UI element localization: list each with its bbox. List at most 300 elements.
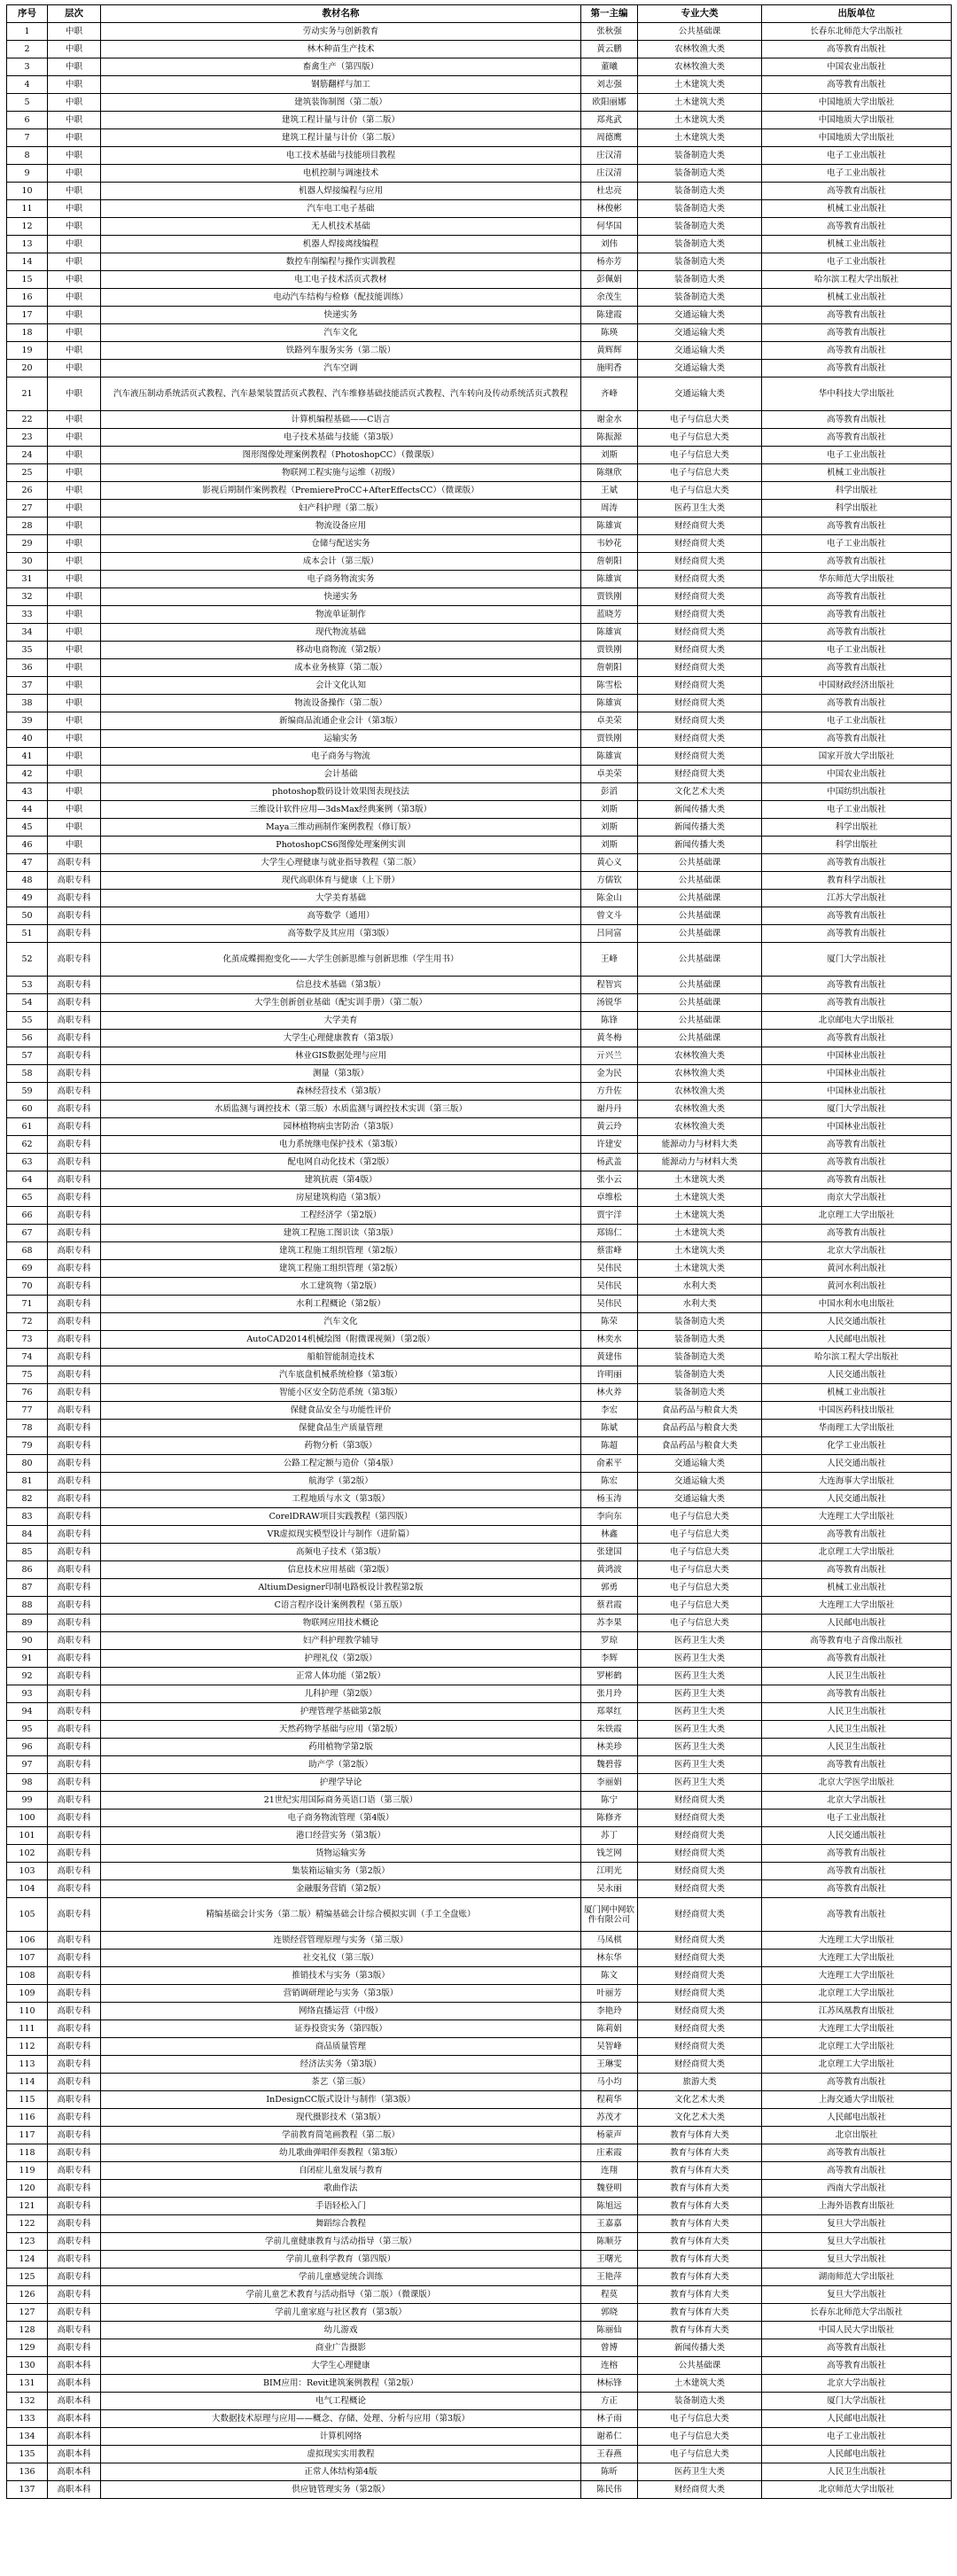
publisher-cell: 中国林业出版社 bbox=[762, 1047, 952, 1065]
publisher-cell: 高等教育出版社 bbox=[762, 1561, 952, 1579]
row-index-cell: 13 bbox=[7, 236, 48, 253]
row-index-cell: 18 bbox=[7, 324, 48, 342]
publisher-cell: 电子工业出版社 bbox=[762, 447, 952, 464]
editor-cell: 马小均 bbox=[581, 2074, 638, 2091]
category-cell: 文化艺术大类 bbox=[638, 2109, 762, 2127]
level-cell: 高职专科 bbox=[48, 1985, 101, 2003]
level-cell: 中职 bbox=[48, 377, 101, 411]
level-cell: 高职专科 bbox=[48, 1950, 101, 1967]
editor-cell: 郭勇 bbox=[581, 1579, 638, 1597]
row-index-cell: 69 bbox=[7, 1260, 48, 1278]
row-index-cell: 47 bbox=[7, 854, 48, 872]
publisher-cell: 大连理工大学出版社 bbox=[762, 1597, 952, 1615]
table-row bbox=[7, 360, 952, 377]
publisher-cell: 北京大学出版社 bbox=[762, 2375, 952, 2393]
category-cell: 公共基础课 bbox=[638, 872, 762, 890]
publisher-cell: 中国人民大学出版社 bbox=[762, 2322, 952, 2339]
title-cell: 正常人体结构第4版 bbox=[101, 2463, 581, 2481]
table-row bbox=[7, 307, 952, 324]
title-cell: 连锁经营管理原理与实务（第三版） bbox=[101, 1932, 581, 1950]
title-cell: 港口经营实务（第3版） bbox=[101, 1827, 581, 1845]
editor-cell: 许明丽 bbox=[581, 1366, 638, 1384]
publisher-cell: 高等教育出版社 bbox=[762, 1863, 952, 1880]
level-cell: 高职专科 bbox=[48, 1349, 101, 1366]
publisher-cell: 高等教育出版社 bbox=[762, 2339, 952, 2357]
title-cell: 现代高职体育与健康（上下册） bbox=[101, 872, 581, 890]
title-cell: photoshop数码设计效果图表现技法 bbox=[101, 783, 581, 801]
table-row bbox=[7, 2375, 952, 2393]
row-index-cell: 92 bbox=[7, 1668, 48, 1685]
title-cell: 智能小区安全防范系统（第3版） bbox=[101, 1384, 581, 1402]
title-cell: 汽车底盘机械系统检修（第3版） bbox=[101, 1366, 581, 1384]
editor-cell: 陈民伟 bbox=[581, 2481, 638, 2499]
row-index-cell: 115 bbox=[7, 2091, 48, 2109]
category-cell: 装备制造大类 bbox=[638, 1313, 762, 1331]
level-cell: 高职专科 bbox=[48, 1473, 101, 1490]
publisher-cell: 大连理工大学出版社 bbox=[762, 1967, 952, 1985]
category-cell: 电子与信息大类 bbox=[638, 1561, 762, 1579]
editor-cell: 李艳玲 bbox=[581, 2003, 638, 2020]
publisher-cell: 北京大学出版社 bbox=[762, 1242, 952, 1260]
title-cell: 劳动实务与创新教育 bbox=[101, 23, 581, 41]
category-cell: 文化艺术大类 bbox=[638, 783, 762, 801]
category-cell: 电子与信息大类 bbox=[638, 2446, 762, 2463]
title-cell: Maya三维动画制作案例教程（修订版） bbox=[101, 819, 581, 837]
table-row bbox=[7, 289, 952, 307]
table-row bbox=[7, 1579, 952, 1597]
editor-cell: 陈雄寅 bbox=[581, 695, 638, 712]
row-index-cell: 17 bbox=[7, 307, 48, 324]
table-row bbox=[7, 2038, 952, 2056]
table-row bbox=[7, 2463, 952, 2481]
category-cell: 土木建筑大类 bbox=[638, 129, 762, 147]
row-index-cell: 25 bbox=[7, 464, 48, 482]
title-cell: 化茧成蝶拥抱变化——大学生创新思维与创新思维（学生用书） bbox=[101, 943, 581, 977]
editor-cell: 林鑫 bbox=[581, 1526, 638, 1544]
table-row bbox=[7, 1544, 952, 1561]
editor-cell: 江明光 bbox=[581, 1863, 638, 1880]
table-row bbox=[7, 2020, 952, 2038]
header-cell-level: 层次 bbox=[48, 5, 101, 23]
level-cell: 中职 bbox=[48, 218, 101, 236]
publisher-cell: 科学出版社 bbox=[762, 837, 952, 854]
title-cell: 幼儿歌曲弹唱伴奏教程（第3版） bbox=[101, 2144, 581, 2162]
table-row bbox=[7, 907, 952, 925]
table-row bbox=[7, 1473, 952, 1490]
row-index-cell: 9 bbox=[7, 165, 48, 183]
row-index-cell: 111 bbox=[7, 2020, 48, 2038]
level-cell: 中职 bbox=[48, 342, 101, 360]
editor-cell: 陈建霞 bbox=[581, 307, 638, 324]
level-cell: 高职专科 bbox=[48, 2109, 101, 2127]
level-cell: 高职专科 bbox=[48, 1331, 101, 1349]
category-cell: 电子与信息大类 bbox=[638, 1615, 762, 1632]
row-index-cell: 89 bbox=[7, 1615, 48, 1632]
row-index-cell: 48 bbox=[7, 872, 48, 890]
editor-cell: 谢金水 bbox=[581, 411, 638, 429]
table-row bbox=[7, 2428, 952, 2446]
table-row bbox=[7, 1985, 952, 2003]
level-cell: 中职 bbox=[48, 165, 101, 183]
title-cell: 物联网应用技术概论 bbox=[101, 1615, 581, 1632]
editor-cell: 程莫 bbox=[581, 2286, 638, 2304]
level-cell: 高职专科 bbox=[48, 2038, 101, 2056]
title-cell: 儿科护理（第2版） bbox=[101, 1685, 581, 1703]
row-index-cell: 106 bbox=[7, 1932, 48, 1950]
row-index-cell: 100 bbox=[7, 1809, 48, 1827]
publisher-cell: 上海外语教育出版社 bbox=[762, 2198, 952, 2215]
level-cell: 中职 bbox=[48, 183, 101, 200]
row-index-cell: 24 bbox=[7, 447, 48, 464]
row-index-cell: 2 bbox=[7, 41, 48, 58]
category-cell: 水利大类 bbox=[638, 1278, 762, 1296]
category-cell: 食品药品与粮食大类 bbox=[638, 1402, 762, 1420]
row-index-cell: 93 bbox=[7, 1685, 48, 1703]
level-cell: 高职专科 bbox=[48, 1792, 101, 1809]
editor-cell: 许建安 bbox=[581, 1136, 638, 1154]
publisher-cell: 哈尔滨工程大学出版社 bbox=[762, 271, 952, 289]
title-cell: 学前教育简笔画教程（第二版） bbox=[101, 2127, 581, 2144]
title-cell: 舞蹈综合教程 bbox=[101, 2215, 581, 2233]
level-cell: 高职专科 bbox=[48, 1756, 101, 1774]
title-cell: 现代摄影技术（第3版） bbox=[101, 2109, 581, 2127]
level-cell: 中职 bbox=[48, 112, 101, 129]
level-cell: 中职 bbox=[48, 518, 101, 535]
title-cell: AutoCAD2014机械绘图（附微课视频）（第2版） bbox=[101, 1331, 581, 1349]
title-cell: 虚拟现实实用教程 bbox=[101, 2446, 581, 2463]
row-index-cell: 56 bbox=[7, 1030, 48, 1047]
level-cell: 高职专科 bbox=[48, 1437, 101, 1455]
table-row bbox=[7, 1490, 952, 1508]
row-index-cell: 62 bbox=[7, 1136, 48, 1154]
publisher-cell: 高等教育出版社 bbox=[762, 730, 952, 748]
level-cell: 中职 bbox=[48, 642, 101, 659]
table-row bbox=[7, 429, 952, 447]
editor-cell: 郑翠红 bbox=[581, 1703, 638, 1721]
publisher-cell: 高等教育出版社 bbox=[762, 1171, 952, 1189]
editor-cell: 黄建伟 bbox=[581, 1349, 638, 1366]
row-index-cell: 109 bbox=[7, 1985, 48, 2003]
category-cell: 装备制造大类 bbox=[638, 2393, 762, 2410]
row-index-cell: 87 bbox=[7, 1579, 48, 1597]
level-cell: 高职专科 bbox=[48, 1863, 101, 1880]
title-cell: 成本业务核算（第二版） bbox=[101, 659, 581, 677]
category-cell: 医药卫生大类 bbox=[638, 1685, 762, 1703]
table-row bbox=[7, 41, 952, 58]
level-cell: 中职 bbox=[48, 482, 101, 500]
publisher-cell: 高等教育出版社 bbox=[762, 518, 952, 535]
level-cell: 中职 bbox=[48, 766, 101, 783]
category-cell: 教育与体育大类 bbox=[638, 2215, 762, 2233]
editor-cell: 魏碧蓉 bbox=[581, 1756, 638, 1774]
publisher-cell: 高等教育出版社 bbox=[762, 411, 952, 429]
publisher-cell: 上海交通大学出版社 bbox=[762, 2091, 952, 2109]
row-index-cell: 78 bbox=[7, 1420, 48, 1437]
category-cell: 财经商贸大类 bbox=[638, 606, 762, 624]
category-cell: 能源动力与材料大类 bbox=[638, 1154, 762, 1171]
table-row bbox=[7, 253, 952, 271]
publisher-cell: 机械工业出版社 bbox=[762, 464, 952, 482]
row-index-cell: 36 bbox=[7, 659, 48, 677]
table-row bbox=[7, 837, 952, 854]
publisher-cell: 大连理工大学出版社 bbox=[762, 2020, 952, 2038]
title-cell: AltiumDesigner印制电路板设计教程第2版 bbox=[101, 1579, 581, 1597]
publisher-cell: 电子工业出版社 bbox=[762, 1809, 952, 1827]
title-cell: 机器人焊接离线编程 bbox=[101, 236, 581, 253]
table-row bbox=[7, 1331, 952, 1349]
category-cell: 财经商贸大类 bbox=[638, 1880, 762, 1898]
level-cell: 高职本科 bbox=[48, 2393, 101, 2410]
table-row bbox=[7, 342, 952, 360]
level-cell: 中职 bbox=[48, 571, 101, 588]
category-cell: 新闻传播大类 bbox=[638, 801, 762, 819]
title-cell: 学前儿童家庭与社区教育（第3版） bbox=[101, 2304, 581, 2322]
editor-cell: 吕同富 bbox=[581, 925, 638, 943]
publisher-cell: 高等教育出版社 bbox=[762, 307, 952, 324]
category-cell: 新闻传播大类 bbox=[638, 2339, 762, 2357]
header-cell-category: 专业大类 bbox=[638, 5, 762, 23]
table-row bbox=[7, 659, 952, 677]
editor-cell: 董曦 bbox=[581, 58, 638, 76]
publisher-cell: 高等教育出版社 bbox=[762, 624, 952, 642]
table-row bbox=[7, 1967, 952, 1985]
publisher-cell: 复旦大学出版社 bbox=[762, 2233, 952, 2251]
publisher-cell: 黄河水利出版社 bbox=[762, 1278, 952, 1296]
publisher-cell: 人民邮电出版社 bbox=[762, 1615, 952, 1632]
row-index-cell: 65 bbox=[7, 1189, 48, 1207]
header-cell-title: 教材名称 bbox=[101, 5, 581, 23]
title-cell: 护理礼仪（第2版） bbox=[101, 1650, 581, 1668]
title-cell: 大学生心理健康与就业指导教程（第二版） bbox=[101, 854, 581, 872]
publisher-cell: 教育科学出版社 bbox=[762, 872, 952, 890]
title-cell: 歌曲作法 bbox=[101, 2180, 581, 2198]
editor-cell: 陈文 bbox=[581, 1967, 638, 1985]
level-cell: 高职专科 bbox=[48, 1544, 101, 1561]
table-row bbox=[7, 1792, 952, 1809]
row-index-cell: 129 bbox=[7, 2339, 48, 2357]
table-row bbox=[7, 553, 952, 571]
category-cell: 财经商贸大类 bbox=[638, 730, 762, 748]
publisher-cell: 高等教育出版社 bbox=[762, 1526, 952, 1544]
editor-cell: 程智宾 bbox=[581, 977, 638, 994]
title-cell: 大学美育基础 bbox=[101, 890, 581, 907]
level-cell: 高职专科 bbox=[48, 1083, 101, 1101]
level-cell: 高职专科 bbox=[48, 1632, 101, 1650]
level-cell: 中职 bbox=[48, 695, 101, 712]
publisher-cell: 湖南师范大学出版社 bbox=[762, 2269, 952, 2286]
level-cell: 中职 bbox=[48, 801, 101, 819]
category-cell: 财经商贸大类 bbox=[638, 2038, 762, 2056]
title-cell: 新编商品流通企业会计（第3版） bbox=[101, 712, 581, 730]
publisher-cell: 高等教育出版社 bbox=[762, 360, 952, 377]
table-row bbox=[7, 218, 952, 236]
category-cell: 财经商贸大类 bbox=[638, 1950, 762, 1967]
category-cell: 财经商贸大类 bbox=[638, 1932, 762, 1950]
level-cell: 高职专科 bbox=[48, 1650, 101, 1668]
row-index-cell: 131 bbox=[7, 2375, 48, 2393]
title-cell: 房屋建筑构造（第3版） bbox=[101, 1189, 581, 1207]
publisher-cell: 人民邮电出版社 bbox=[762, 2446, 952, 2463]
table-row bbox=[7, 165, 952, 183]
publisher-cell: 北京出版社 bbox=[762, 2127, 952, 2144]
level-cell: 高职专科 bbox=[48, 2215, 101, 2233]
editor-cell: 陈旭远 bbox=[581, 2198, 638, 2215]
level-cell: 高职专科 bbox=[48, 854, 101, 872]
category-cell: 公共基础课 bbox=[638, 854, 762, 872]
title-cell: 航海学（第2版） bbox=[101, 1473, 581, 1490]
table-row bbox=[7, 2393, 952, 2410]
table-row bbox=[7, 925, 952, 943]
row-index-cell: 43 bbox=[7, 783, 48, 801]
title-cell: 药物分析（第3版） bbox=[101, 1437, 581, 1455]
category-cell: 电子与信息大类 bbox=[638, 1508, 762, 1526]
editor-cell: 林东华 bbox=[581, 1950, 638, 1967]
category-cell: 农林牧渔大类 bbox=[638, 1101, 762, 1118]
editor-cell: 苏茂才 bbox=[581, 2109, 638, 2127]
level-cell: 中职 bbox=[48, 23, 101, 41]
row-index-cell: 123 bbox=[7, 2233, 48, 2251]
category-cell: 土木建筑大类 bbox=[638, 2375, 762, 2393]
row-index-cell: 125 bbox=[7, 2269, 48, 2286]
row-index-cell: 20 bbox=[7, 360, 48, 377]
publisher-cell: 机械工业出版社 bbox=[762, 236, 952, 253]
row-index-cell: 120 bbox=[7, 2180, 48, 2198]
title-cell: 集装箱运输实务（第2版） bbox=[101, 1863, 581, 1880]
row-index-cell: 37 bbox=[7, 677, 48, 695]
table-row bbox=[7, 1597, 952, 1615]
category-cell: 教育与体育大类 bbox=[638, 2233, 762, 2251]
publisher-cell: 人民卫生出版社 bbox=[762, 1703, 952, 1721]
title-cell: 保健食品安全与功能性评价 bbox=[101, 1402, 581, 1420]
editor-cell: 苏李果 bbox=[581, 1615, 638, 1632]
table-row bbox=[7, 1650, 952, 1668]
editor-cell: 韦妙花 bbox=[581, 535, 638, 553]
title-cell: 森林经营技术（第3版） bbox=[101, 1083, 581, 1101]
table-row bbox=[7, 129, 952, 147]
category-cell: 财经商贸大类 bbox=[638, 571, 762, 588]
publisher-cell: 电子工业出版社 bbox=[762, 535, 952, 553]
row-index-cell: 122 bbox=[7, 2215, 48, 2233]
publisher-cell: 高等教育电子音像出版社 bbox=[762, 1632, 952, 1650]
row-index-cell: 50 bbox=[7, 907, 48, 925]
title-cell: 学前儿童艺术教育与活动指导（第二版）（微课版） bbox=[101, 2286, 581, 2304]
editor-cell: 周德鹰 bbox=[581, 129, 638, 147]
row-index-cell: 5 bbox=[7, 94, 48, 112]
level-cell: 高职专科 bbox=[48, 2144, 101, 2162]
table-row bbox=[7, 271, 952, 289]
publisher-cell: 中国财政经济出版社 bbox=[762, 677, 952, 695]
title-cell: 推销技术与实务（第3版） bbox=[101, 1967, 581, 1985]
row-index-cell: 70 bbox=[7, 1278, 48, 1296]
row-index-cell: 40 bbox=[7, 730, 48, 748]
publisher-cell: 中国农业出版社 bbox=[762, 58, 952, 76]
level-cell: 高职专科 bbox=[48, 925, 101, 943]
editor-cell: 庄汉清 bbox=[581, 165, 638, 183]
publisher-cell: 高等教育出版社 bbox=[762, 977, 952, 994]
row-index-cell: 4 bbox=[7, 76, 48, 94]
table-row bbox=[7, 1349, 952, 1366]
title-cell: 电子商务物流实务 bbox=[101, 571, 581, 588]
level-cell: 高职专科 bbox=[48, 2056, 101, 2074]
editor-cell: 吴伟民 bbox=[581, 1296, 638, 1313]
level-cell: 高职专科 bbox=[48, 1898, 101, 1932]
table-row bbox=[7, 1118, 952, 1136]
editor-cell: 王嘉嘉 bbox=[581, 2215, 638, 2233]
title-cell: 高等数学（通用） bbox=[101, 907, 581, 925]
row-index-cell: 58 bbox=[7, 1065, 48, 1083]
level-cell: 高职专科 bbox=[48, 2304, 101, 2322]
table-row bbox=[7, 712, 952, 730]
table-row bbox=[7, 783, 952, 801]
row-index-cell: 81 bbox=[7, 1473, 48, 1490]
level-cell: 中职 bbox=[48, 748, 101, 766]
title-cell: 信息技术基础（第3版） bbox=[101, 977, 581, 994]
category-cell: 农林牧渔大类 bbox=[638, 1047, 762, 1065]
category-cell: 土木建筑大类 bbox=[638, 112, 762, 129]
publisher-cell: 机械工业出版社 bbox=[762, 1384, 952, 1402]
row-index-cell: 16 bbox=[7, 289, 48, 307]
category-cell: 财经商贸大类 bbox=[638, 2056, 762, 2074]
row-index-cell: 60 bbox=[7, 1101, 48, 1118]
table-row bbox=[7, 58, 952, 76]
category-cell: 财经商贸大类 bbox=[638, 1792, 762, 1809]
table-row bbox=[7, 642, 952, 659]
row-index-cell: 7 bbox=[7, 129, 48, 147]
editor-cell: 马凤棋 bbox=[581, 1932, 638, 1950]
level-cell: 中职 bbox=[48, 253, 101, 271]
table-row bbox=[7, 411, 952, 429]
table-row bbox=[7, 1065, 952, 1083]
publisher-cell: 高等教育出版社 bbox=[762, 2162, 952, 2180]
title-cell: 测量（第3版） bbox=[101, 1065, 581, 1083]
editor-cell: 连榕 bbox=[581, 2357, 638, 2375]
category-cell: 旅游大类 bbox=[638, 2074, 762, 2091]
level-cell: 高职专科 bbox=[48, 872, 101, 890]
level-cell: 高职本科 bbox=[48, 2481, 101, 2499]
category-cell: 财经商贸大类 bbox=[638, 535, 762, 553]
category-cell: 装备制造大类 bbox=[638, 165, 762, 183]
publisher-cell: 高等教育出版社 bbox=[762, 1154, 952, 1171]
table-row bbox=[7, 890, 952, 907]
editor-cell: 刘志强 bbox=[581, 76, 638, 94]
table-row bbox=[7, 1136, 952, 1154]
row-index-cell: 71 bbox=[7, 1296, 48, 1313]
row-index-cell: 31 bbox=[7, 571, 48, 588]
publisher-cell: 北京邮电大学出版社 bbox=[762, 1012, 952, 1030]
row-index-cell: 72 bbox=[7, 1313, 48, 1331]
row-index-cell: 98 bbox=[7, 1774, 48, 1792]
level-cell: 高职专科 bbox=[48, 1703, 101, 1721]
table-row bbox=[7, 2446, 952, 2463]
publisher-cell: 长春东北师范大学出版社 bbox=[762, 23, 952, 41]
table-row bbox=[7, 854, 952, 872]
title-cell: 妇产科护理教学辅导 bbox=[101, 1632, 581, 1650]
title-cell: 仓储与配送实务 bbox=[101, 535, 581, 553]
publisher-cell: 北京理工大学出版社 bbox=[762, 1207, 952, 1225]
row-index-cell: 12 bbox=[7, 218, 48, 236]
publisher-cell: 高等教育出版社 bbox=[762, 1685, 952, 1703]
row-index-cell: 97 bbox=[7, 1756, 48, 1774]
publisher-cell: 哈尔滨工程大学出版社 bbox=[762, 1349, 952, 1366]
publisher-cell: 高等教育出版社 bbox=[762, 2074, 952, 2091]
row-index-cell: 63 bbox=[7, 1154, 48, 1171]
editor-cell: 王峰 bbox=[581, 943, 638, 977]
level-cell: 中职 bbox=[48, 129, 101, 147]
title-cell: 天然药物学基础与应用（第2版） bbox=[101, 1721, 581, 1739]
editor-cell: 吴永丽 bbox=[581, 1880, 638, 1898]
table-row bbox=[7, 2180, 952, 2198]
table-row bbox=[7, 1561, 952, 1579]
